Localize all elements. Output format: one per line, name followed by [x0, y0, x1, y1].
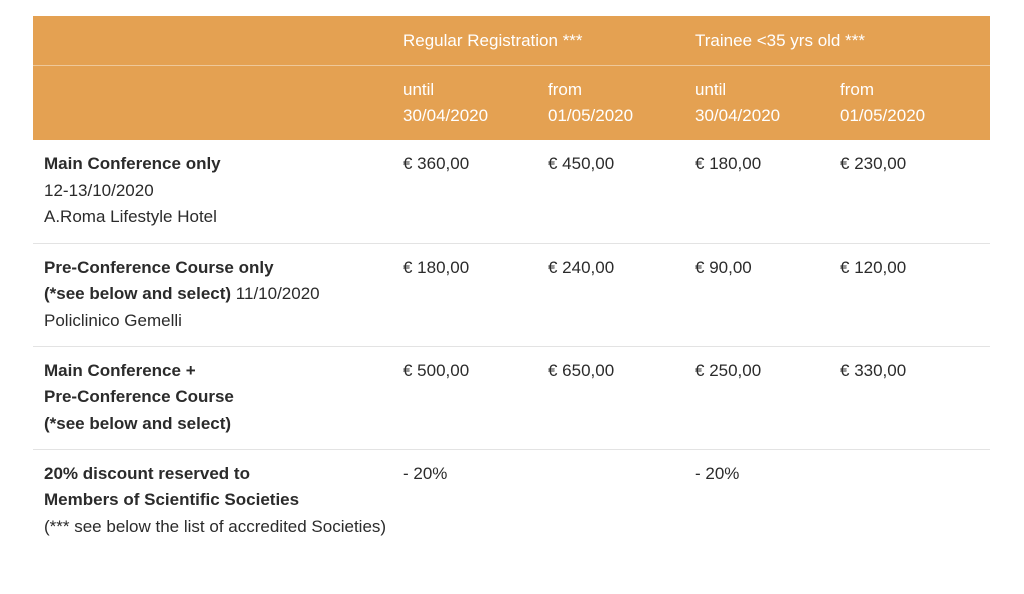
table-row-main-conference [33, 140, 990, 243]
price-value: € 360,00 [403, 154, 470, 173]
row-label-cell [33, 140, 403, 243]
price-value: € 120,00 [840, 257, 907, 277]
discount-value: - 20% [403, 463, 448, 483]
table-subheader-row [33, 65, 990, 140]
row-venue: Policlinico Gemelli [44, 310, 182, 330]
price-cell [548, 243, 695, 346]
price-cell [403, 346, 548, 449]
row-select-note: (*see below and select) [44, 284, 232, 303]
header-trainee: Trainee <35 yrs old *** [695, 16, 990, 65]
subheader-regular-from [548, 65, 695, 140]
row-label-cell [33, 449, 403, 572]
row-title: Pre-Conference Course only [44, 257, 274, 277]
price-cell [548, 346, 695, 449]
price-cell [695, 449, 840, 572]
price-value: € 180,00 [695, 154, 762, 173]
price-cell [840, 346, 990, 449]
price-cell [840, 449, 990, 572]
row-venue: A.Roma Lifestyle Hotel [44, 207, 217, 226]
table-row-combined [33, 346, 990, 449]
row-title: Main Conference + [44, 360, 196, 380]
price-cell [840, 140, 990, 243]
price-value: € 500,00 [403, 360, 470, 380]
subheader-label: from [840, 79, 875, 99]
price-value: € 330,00 [840, 360, 907, 380]
row-title-continued: Pre-Conference Course [44, 387, 234, 406]
price-cell [403, 243, 548, 346]
registration-fees-table [33, 16, 990, 572]
price-value: € 240,00 [548, 257, 615, 277]
row-title: Main Conference only [44, 154, 221, 173]
subheader-label: until [403, 79, 435, 99]
row-title: 20% discount reserved to [44, 463, 250, 483]
table-header-row [33, 16, 990, 65]
subheader-trainee-from [840, 65, 990, 140]
row-dates: 12-13/10/2020 [44, 180, 154, 200]
row-label-cell [33, 346, 403, 449]
subheader-regular-until [403, 65, 548, 140]
price-value: € 650,00 [548, 360, 615, 380]
discount-value: - 20% [695, 463, 740, 483]
subheader-date: 01/05/2020 [548, 106, 634, 125]
price-cell [548, 449, 695, 572]
price-value: € 450,00 [548, 154, 615, 173]
row-dates: 11/10/2020 [231, 284, 320, 303]
row-title-continued: Members of Scientific Societies [44, 490, 300, 509]
price-cell [403, 449, 548, 572]
header-empty-cell [33, 16, 403, 65]
price-cell [695, 140, 840, 243]
price-cell [548, 140, 695, 243]
subheader-label: until [695, 79, 727, 99]
subheader-date: 30/04/2020 [695, 106, 781, 125]
subheader-date: 01/05/2020 [840, 106, 926, 125]
table-row-pre-conference [33, 243, 990, 346]
price-value: € 90,00 [695, 257, 752, 277]
price-value: € 180,00 [403, 257, 470, 277]
row-label-cell [33, 243, 403, 346]
price-cell [403, 140, 548, 243]
subheader-label: from [548, 79, 582, 99]
row-select-note: (*see below and select) [44, 413, 232, 433]
price-cell [695, 346, 840, 449]
row-note: (*** see below the list of accredited Societies) [44, 516, 387, 536]
subheader-trainee-until [695, 65, 840, 140]
subheader-empty-cell [33, 65, 403, 140]
table-row-discount [33, 449, 990, 572]
price-value: € 230,00 [840, 154, 907, 173]
header-regular-registration: Regular Registration *** [403, 16, 695, 65]
price-cell [840, 243, 990, 346]
price-value: € 250,00 [695, 360, 762, 380]
price-cell [695, 243, 840, 346]
subheader-date: 30/04/2020 [403, 106, 489, 125]
